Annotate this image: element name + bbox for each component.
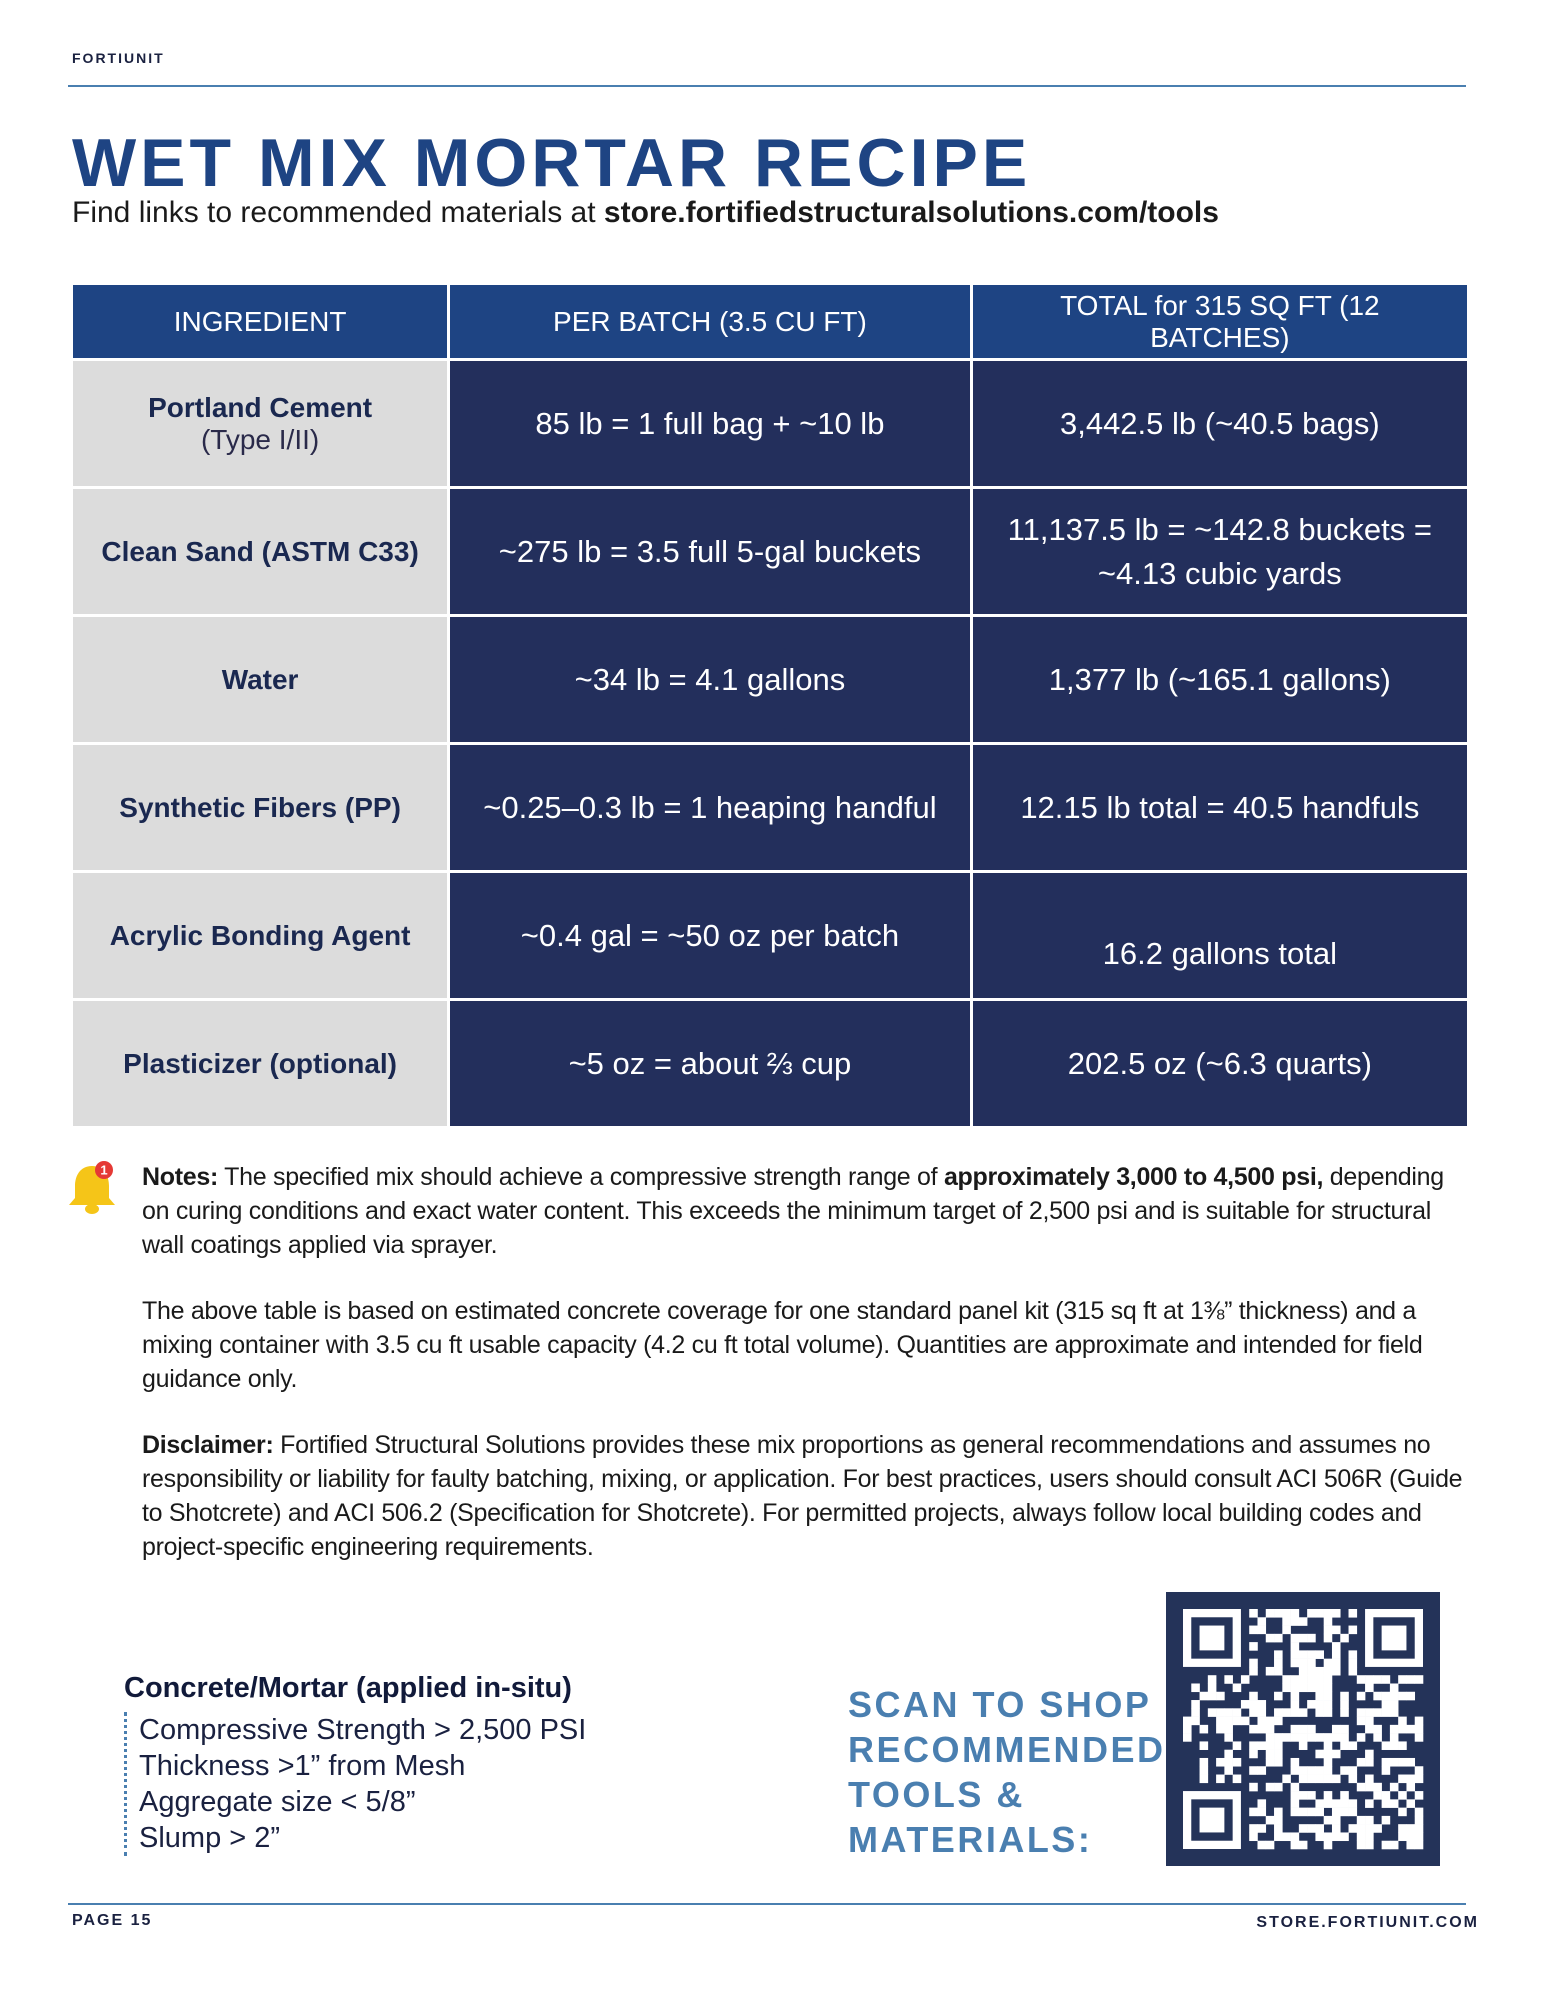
notification-badge: 1 [100,1162,108,1178]
page-title: WET MIX MORTAR RECIPE [72,125,1032,201]
list-item: Compressive Strength > 2,500 PSI [139,1714,587,1746]
disclaimer-label: Disclaimer: [142,1431,274,1459]
ingredient-cell: Clean Sand (ASTM C33) [72,488,449,616]
total-cell: 1,377 lb (~165.1 gallons) [971,616,1468,744]
scan-line: MATERIALS: [848,1819,1093,1860]
ingredient-name: Portland Cement [148,391,373,423]
ingredient-cell: Plasticizer (optional) [72,1000,449,1128]
per-batch-cell: ~0.4 gal = ~50 oz per batch [449,872,971,1000]
coverage-paragraph: The above table is based on estimated concrete coverage for one standard panel kit (315 sq ft at 1⅜” thickness) and a mixing container with 3.5 cu ft usable capacity (4.2 cu ft total volume). Quantities are approximate and intended for field guidance only. [142,1297,1423,1393]
page-number: PAGE 15 [72,1912,153,1929]
ingredient-cell: Synthetic Fibers (PP) [72,744,449,872]
table-header-row [72,284,1469,360]
list-item: Thickness >1” from Mesh [139,1750,466,1782]
specs-list [124,1712,586,1856]
specs-title: Concrete/Mortar (applied in-situ) [124,1672,572,1704]
scan-line: TOOLS & [848,1774,1025,1815]
table-row [72,872,1469,1000]
ingredient-cell: Acrylic Bonding Agent [72,872,449,1000]
footer-divider [68,1903,1466,1905]
list-item: Aggregate size < 5/8” [139,1786,416,1818]
qr-code[interactable] [1166,1592,1440,1866]
per-batch-cell: ~275 lb = 3.5 full 5-gal buckets [449,488,971,616]
list-item: Slump > 2” [139,1822,281,1854]
recipe-table [70,282,1470,1129]
column-header-ingredient: INGREDIENT [72,284,449,360]
per-batch-cell: ~34 lb = 4.1 gallons [449,616,971,744]
column-header-per-batch: PER BATCH (3.5 CU FT) [449,284,971,360]
per-batch-cell: 85 lb = 1 full bag + ~10 lb [449,360,971,488]
total-cell: 3,442.5 lb (~40.5 bags) [971,360,1468,488]
disclaimer-text: Fortified Structural Solutions provides these mix proportions as general recommendations and assumes no responsibility or liability for faulty batching, mixing, or application. For best practices, users should consult ACI 506R (Guide to Shotcrete) and ACI 506.2 (Specification for Shotcrete). For permitted projects, always follow local building codes and project-specific engineering requirements. [142,1431,1463,1561]
disclaimer-paragraph [142,1428,1472,1564]
strength-range: approximately 3,000 to 4,500 psi, [943,1163,1324,1191]
column-header-total: TOTAL for 315 SQ FT (12 BATCHES) [971,284,1468,360]
notes-text: depending on curing conditions and exact water content. This exceeds the minimum target of 2,500 psi and is suitable for structural wall coatings applied via sprayer. [142,1163,1444,1259]
ingredient-cell: Water [72,616,449,744]
notification-bell-icon [64,1158,120,1218]
notes-paragraph [142,1160,1472,1262]
notes-text: The specified mix should achieve a compressive strength range of [217,1163,944,1191]
store-url[interactable]: STORE.FORTIUNIT.COM [1256,1914,1479,1931]
per-batch-cell: ~0.25–0.3 lb = 1 heaping handful [449,744,971,872]
brand-name: FORTIUNIT [72,50,165,66]
subtitle-prefix: Find links to recommended materials at [72,196,604,229]
table-row [72,744,1469,872]
header-divider [68,85,1466,87]
scan-line: RECOMMENDED [848,1729,1166,1770]
total-cell: 16.2 gallons total [971,872,1468,1000]
ingredient-cell [72,360,449,488]
store-tools-link[interactable]: store.fortifiedstructuralsolutions.com/tools [603,196,1219,229]
scan-line: SCAN TO SHOP [848,1684,1152,1725]
table-row [72,360,1469,488]
total-cell: 11,137.5 lb = ~142.8 buckets = ~4.13 cubic yards [971,488,1468,616]
table-row [72,488,1469,616]
total-cell: 202.5 oz (~6.3 quarts) [971,1000,1468,1128]
total-cell: 12.15 lb total = 40.5 handfuls [971,744,1468,872]
scan-to-shop-text [848,1682,1168,1862]
table-row [72,1000,1469,1128]
ingredient-subtype: (Type I/II) [200,423,320,455]
table-row [72,616,1469,744]
notes-label: Notes: [142,1163,218,1191]
notes-section [142,1160,1472,1596]
page-subtitle [72,196,1219,230]
per-batch-cell: ~5 oz = about ⅔ cup [449,1000,971,1128]
